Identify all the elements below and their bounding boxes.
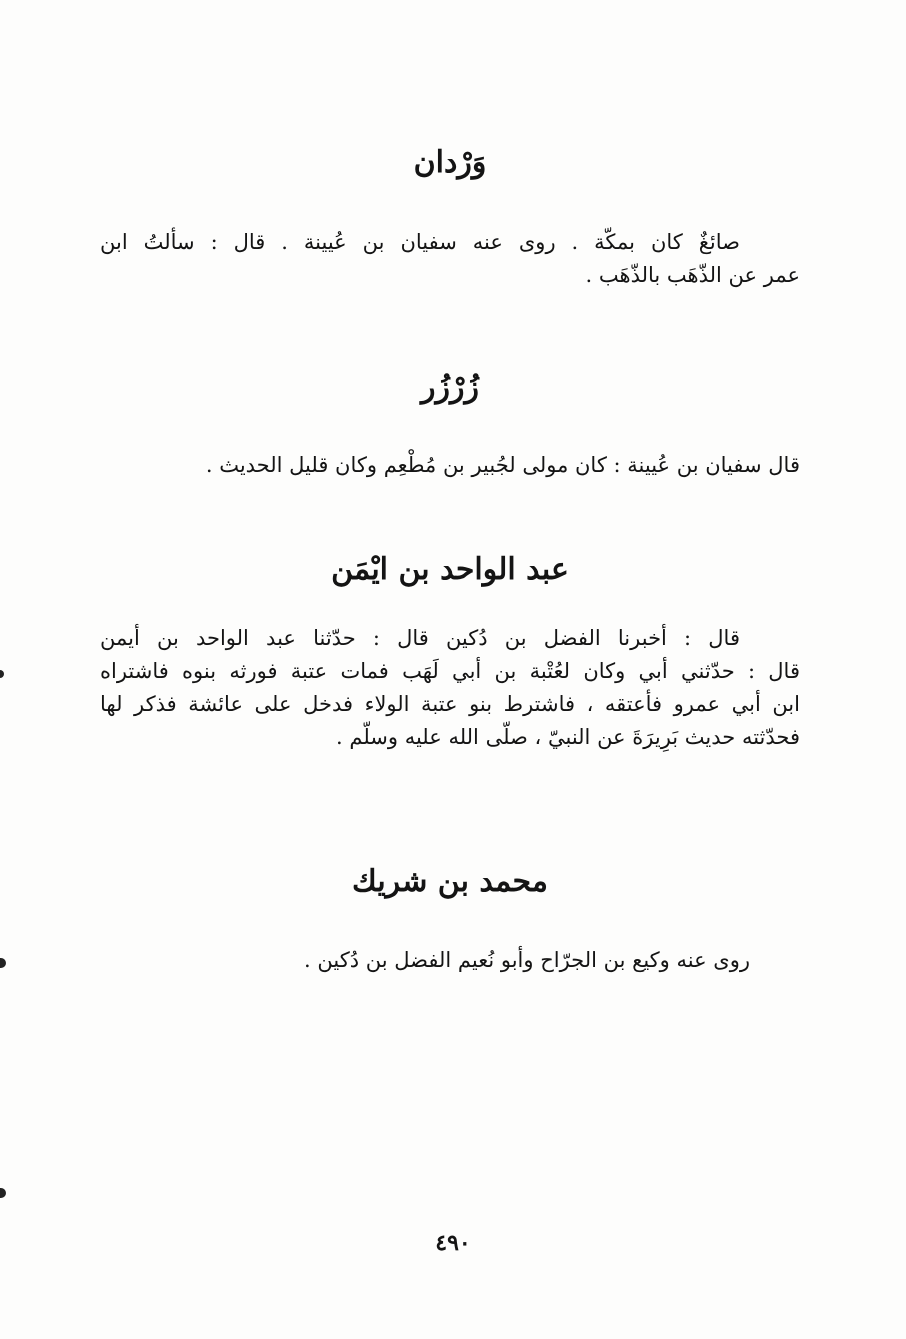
text-line: عمر عن الذّهَب بالذّهَب . xyxy=(585,263,800,287)
entry-title-muhammad-ibn-sharik: محمد بن شريك xyxy=(352,864,548,899)
text-line: صائغٌ كان بمكّة . روى عنه سفيان بن عُيينة . قال : سألتُ ابن xyxy=(100,230,740,254)
entry-text-wardan xyxy=(100,226,800,292)
entry-text-zurzur xyxy=(100,449,800,482)
text-line: فحدّثته حديث بَرِيرَةَ عن النبيّ ، صلّى الله عليه وسلّم . xyxy=(336,725,800,749)
entry-title-abd-al-wahid: عبد الواحد بن ايْمَن xyxy=(331,552,569,587)
entry-title-zurzur: زُرْزُر xyxy=(421,370,479,405)
margin-mark xyxy=(0,958,6,968)
entry-text-muhammad-ibn-sharik xyxy=(100,944,800,977)
text-line: روى عنه وكيع بن الجرّاح وأبو نُعيم الفضل بن دُكين . xyxy=(304,948,750,972)
page-number: ٤٩٠ xyxy=(435,1230,471,1256)
text-line: ابن أبي عمرو فأعتقه ، فاشترط بنو عتبة الولاء فدخل على عائشة فذكر لها xyxy=(100,692,800,716)
text-line: قال : حدّثني أبي وكان لعُتْبة بن أبي لَهَب فمات عتبة فورثه بنوه فاشتراه xyxy=(100,659,800,683)
text-line: قال سفيان بن عُيينة : كان مولى لجُبير بن مُطْعِم وكان قليل الحديث . xyxy=(205,453,800,477)
entry-title-wardan: وَرْدان xyxy=(413,145,487,180)
entry-text-abd-al-wahid xyxy=(100,622,800,754)
text-line: قال : أخبرنا الفضل بن دُكين قال : حدّثنا عبد الواحد بن أيمن xyxy=(100,626,740,650)
margin-mark xyxy=(0,670,4,678)
margin-mark xyxy=(0,1188,6,1198)
